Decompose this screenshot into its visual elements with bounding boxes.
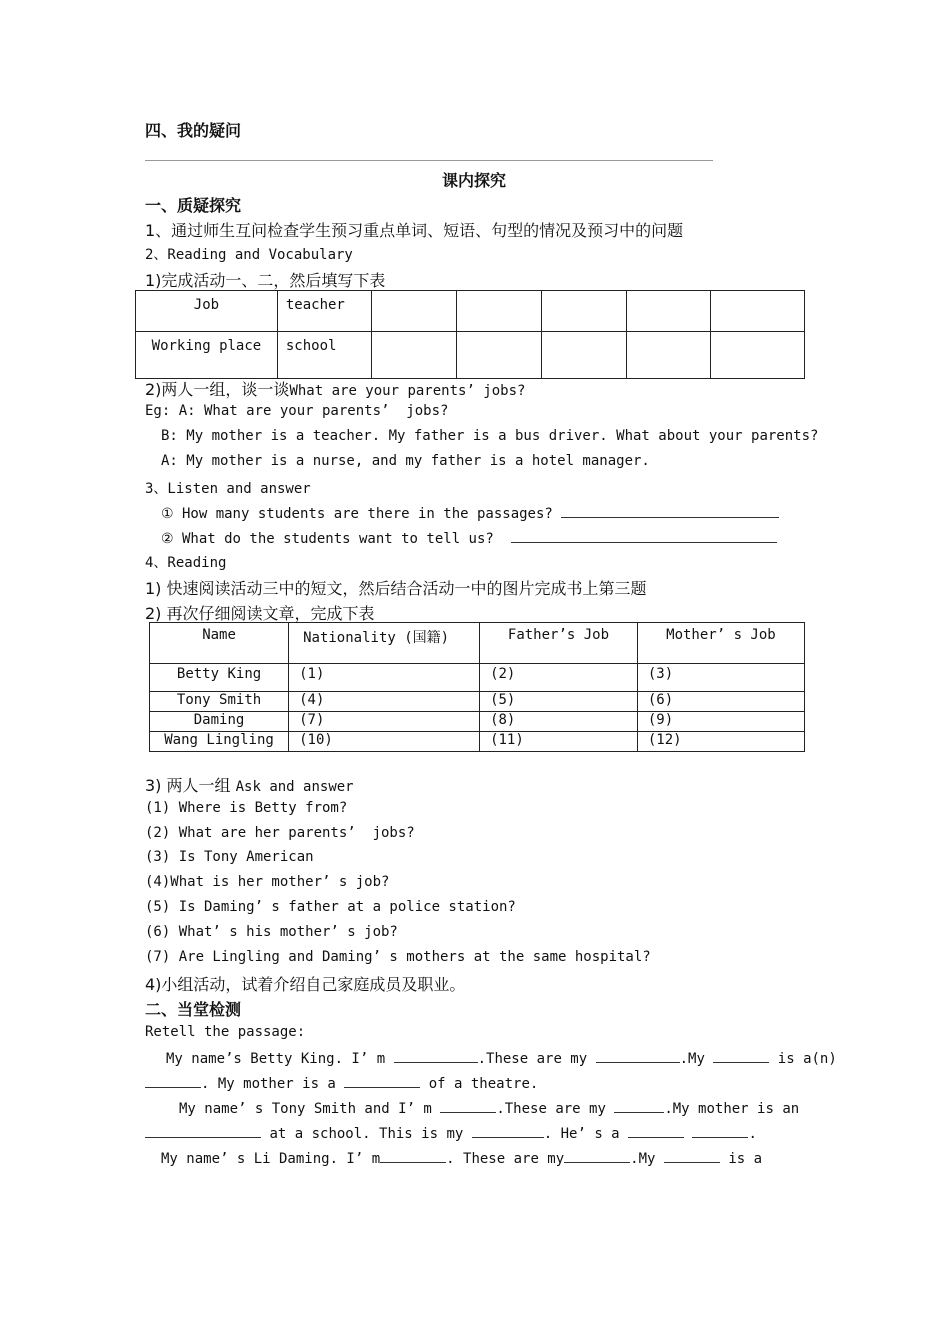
table-cell: school bbox=[277, 332, 371, 379]
name-cell: Betty King bbox=[150, 664, 289, 692]
retell-para1-line1 bbox=[166, 1048, 837, 1067]
part2-title: 二、当堂检测 bbox=[145, 1000, 242, 1019]
item4-3 bbox=[145, 773, 354, 796]
answer-cell[interactable]: (4) bbox=[289, 692, 480, 712]
table-header-row bbox=[150, 623, 805, 664]
answer-blank[interactable] bbox=[344, 1073, 420, 1088]
question-list-item: (3) Is Tony American bbox=[145, 849, 314, 865]
answer-blank[interactable] bbox=[145, 1123, 261, 1138]
table-cell bbox=[541, 291, 626, 332]
answer-cell[interactable]: (1) bbox=[289, 664, 480, 692]
question-list-item: (7) Are Lingling and Daming’ s mothers at the same hospital? bbox=[145, 949, 651, 965]
text: My name’ s Li Daming. I’ m bbox=[161, 1151, 381, 1167]
text: .My bbox=[679, 1051, 705, 1067]
item3: 3、Listen and answer bbox=[145, 481, 311, 497]
table-cell: Working place bbox=[136, 332, 278, 379]
text: is a bbox=[728, 1151, 763, 1167]
answer-blank[interactable] bbox=[380, 1148, 446, 1163]
question-2-text: ② What do the students want to tell us? bbox=[161, 531, 494, 547]
answer-blank[interactable] bbox=[713, 1048, 769, 1063]
answer-cell[interactable]: (6) bbox=[637, 692, 804, 712]
table-cell bbox=[626, 332, 711, 379]
answer-cell[interactable]: (8) bbox=[480, 712, 638, 732]
table-row bbox=[150, 664, 805, 692]
text: . These are my bbox=[446, 1151, 565, 1167]
dialog-b: B: My mother is a teacher. My father is a bus driver. What about your parents? bbox=[161, 428, 819, 444]
answer-blank[interactable] bbox=[145, 1073, 201, 1088]
nationality-table bbox=[149, 622, 805, 752]
example-line: Eg: A: What are your parents’ jobs? bbox=[145, 403, 449, 419]
answer-blank[interactable] bbox=[664, 1148, 720, 1163]
table-cell bbox=[456, 291, 541, 332]
table-cell bbox=[541, 332, 626, 379]
answer-cell[interactable]: (12) bbox=[637, 732, 804, 752]
question-list-item: (2) What are her parents’ jobs? bbox=[145, 825, 415, 841]
item4-3-en: Ask and answer bbox=[235, 779, 354, 795]
text: . My mother is a bbox=[201, 1076, 336, 1092]
text: . He’ s a bbox=[543, 1126, 620, 1142]
retell-para1-line2 bbox=[145, 1073, 538, 1092]
text: .My bbox=[630, 1151, 656, 1167]
section4-title: 四、我的疑问 bbox=[145, 121, 242, 140]
answer-blank[interactable] bbox=[692, 1123, 748, 1138]
question-1 bbox=[161, 503, 779, 522]
dialog-a: A: My mother is a nurse, and my father is a hotel manager. bbox=[161, 453, 650, 469]
item2: 2、Reading and Vocabulary bbox=[145, 247, 353, 263]
header-cell: Mother’ s Job bbox=[637, 623, 804, 664]
question-2 bbox=[161, 528, 777, 547]
text: of a theatre. bbox=[428, 1076, 539, 1092]
table-cell bbox=[372, 332, 457, 379]
item4-2: 2) 再次仔细阅读文章，完成下表 bbox=[145, 604, 375, 623]
retell-para3-line1 bbox=[161, 1148, 762, 1167]
table-cell bbox=[456, 332, 541, 379]
question-list-item: (4)What is her mother’ s job? bbox=[145, 874, 390, 890]
answer-blank[interactable] bbox=[440, 1098, 496, 1113]
question-list-item: (1) Where is Betty from? bbox=[145, 800, 348, 816]
item4: 4、Reading bbox=[145, 555, 227, 571]
answer-cell[interactable]: (3) bbox=[637, 664, 804, 692]
pair-talk-prefix: 2)两人一组，谈一谈 bbox=[145, 380, 290, 399]
table-cell bbox=[626, 291, 711, 332]
answer-blank[interactable] bbox=[472, 1123, 544, 1138]
answer-cell[interactable]: (7) bbox=[289, 712, 480, 732]
item2-1: 1)完成活动一、二，然后填写下表 bbox=[145, 271, 386, 290]
text: My name’ s Tony Smith and I’ m bbox=[179, 1101, 432, 1117]
table-row bbox=[150, 692, 805, 712]
header-cell: Nationality (国籍) bbox=[289, 623, 480, 664]
answer-blank[interactable] bbox=[564, 1148, 630, 1163]
name-cell: Tony Smith bbox=[150, 692, 289, 712]
table-cell bbox=[711, 291, 805, 332]
table-row bbox=[150, 712, 805, 732]
text: .These are my bbox=[477, 1051, 588, 1067]
text: .My mother is an bbox=[664, 1101, 800, 1117]
answer-cell[interactable]: (2) bbox=[480, 664, 638, 692]
name-cell: Wang Lingling bbox=[150, 732, 289, 752]
answer-cell[interactable]: (10) bbox=[289, 732, 480, 752]
class-title: 课内探究 bbox=[442, 171, 507, 190]
answer-blank[interactable] bbox=[596, 1048, 680, 1063]
table-cell: Job bbox=[136, 291, 278, 332]
answer-cell[interactable]: (11) bbox=[480, 732, 638, 752]
part1-title: 一、质疑探究 bbox=[145, 196, 242, 215]
question-1-text: ① How many students are there in the passages? bbox=[161, 506, 553, 522]
retell-para2-line2: at a school. This is my . He’ s a . bbox=[145, 1123, 757, 1142]
name-cell: Daming bbox=[150, 712, 289, 732]
item4-3-prefix: 3) 两人一组 bbox=[145, 776, 231, 795]
item4-4: 4)小组活动，试着介绍自己家庭成员及职业。 bbox=[145, 975, 466, 994]
header-cell: Name bbox=[150, 623, 289, 664]
answer-blank[interactable] bbox=[561, 503, 779, 518]
question-list-item: (5) Is Daming’ s father at a police station? bbox=[145, 899, 516, 915]
item1: 1、通过师生互问检查学生预习重点单词、短语、句型的情况及预习中的问题 bbox=[145, 221, 684, 240]
answer-blank[interactable] bbox=[628, 1123, 684, 1138]
pair-talk-question: What are your parents’ jobs? bbox=[289, 383, 526, 399]
text: My name’s Betty King. I’ m bbox=[166, 1051, 386, 1067]
answer-blank[interactable] bbox=[394, 1048, 478, 1063]
answer-cell[interactable]: (9) bbox=[637, 712, 804, 732]
table-cell bbox=[372, 291, 457, 332]
answer-blank[interactable] bbox=[614, 1098, 664, 1113]
header-cell: Father’s Job bbox=[480, 623, 638, 664]
table-row bbox=[136, 332, 805, 379]
retell-para2-line1 bbox=[179, 1098, 799, 1117]
table-cell: teacher bbox=[277, 291, 371, 332]
answer-cell[interactable]: (5) bbox=[480, 692, 638, 712]
text: at a school. This is my bbox=[269, 1126, 464, 1142]
item4-1: 1) 快速阅读活动三中的短文，然后结合活动一中的图片完成书上第三题 bbox=[145, 579, 647, 598]
job-table bbox=[135, 290, 805, 379]
pair-talk bbox=[145, 377, 525, 400]
table-row bbox=[150, 732, 805, 752]
table-cell bbox=[711, 332, 805, 379]
table-row bbox=[136, 291, 805, 332]
answer-blank[interactable] bbox=[511, 528, 777, 543]
question-list-item: (6) What’ s his mother’ s job? bbox=[145, 924, 398, 940]
divider bbox=[145, 160, 713, 161]
text: .These are my bbox=[496, 1101, 606, 1117]
retell-label: Retell the passage: bbox=[145, 1024, 306, 1040]
text: is a(n) bbox=[777, 1051, 837, 1067]
